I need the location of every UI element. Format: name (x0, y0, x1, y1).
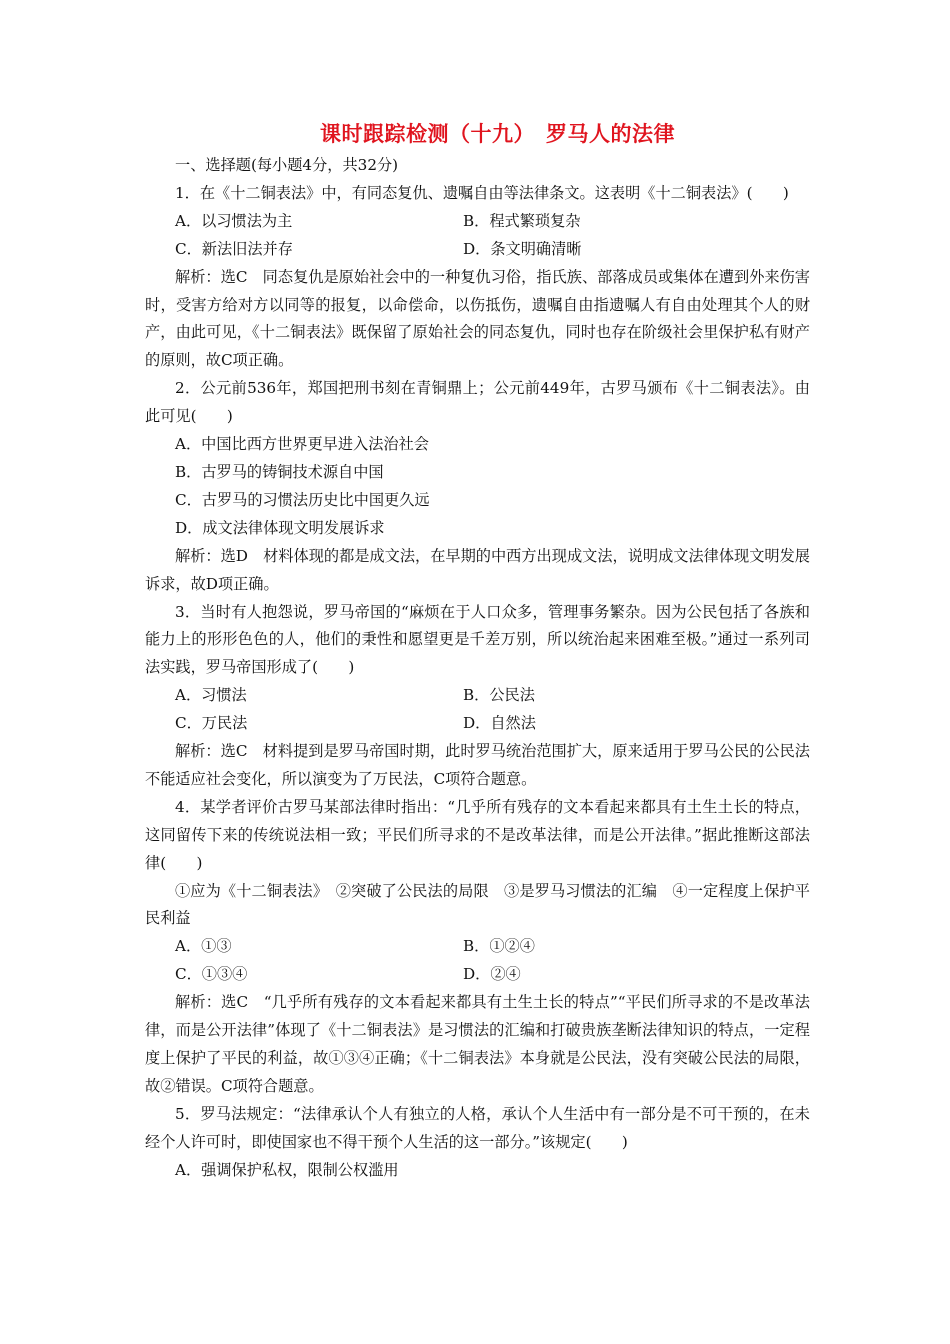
question-1-stem: 1．在《十二铜表法》中，有同态复仇、遗嘱自由等法律条文。这表明《十二铜表法》( ) (175, 183, 789, 202)
option-b: B．程式繁琐复杂 (463, 211, 581, 230)
page-title: 课时跟踪检测（十九） 罗马人的法律 (320, 122, 675, 146)
question-4-options-row-1 (145, 933, 810, 961)
question-2-stem: 2．公元前536年，郑国把刑书刻在青铜鼎上；公元前449年，古罗马颁布《十二铜表法》。由此可见( ) (145, 379, 810, 426)
question-1-options-row-1 (145, 208, 810, 236)
question-3-analysis: 解析：选C 材料提到是罗马帝国时期，此时罗马统治范围扩大，原来适用于罗马公民的公民法不能适应社会变化，所以演变为了万民法，C项符合题意。 (145, 742, 810, 788)
option-d: D．条文明确清晰 (463, 239, 582, 258)
option-c: C．万民法 (175, 714, 248, 733)
question-4-analysis: 解析：选C “几乎所有残存的文本看起来都具有土生土长的特点”“平民们所寻求的不是改革法律，而是公开法律”体现了《十二铜表法》是习惯法的汇编和打破贵族垄断法律知识的特点，一定程度上保护了平民的利益，故①③④正确；《十二铜表法》本身就是公民法，没有突破公民法的局限，故②错误。C项符合题意。 (145, 993, 810, 1095)
question-4-statements: ①应为《十二铜表法》 ②突破了公民法的局限 ③是罗马习惯法的汇编 ④一定程度上保护平民利益 (145, 881, 810, 928)
question-3-options-row-1 (145, 682, 810, 710)
section-heading: 一、选择题(每小题4分，共32分) (175, 156, 399, 174)
question-1-analysis: 解析：选C 同态复仇是原始社会中的一种复仇习俗，指氏族、部落成员或集体在遭到外来伤害时，受害方给对方以同等的报复，以命偿命，以伤抵伤，遗嘱自由指遗嘱人有自由处理其个人的财产，由此可见，《十二铜表法》既保留了原始社会的同态复仇，同时也存在阶级社会里保护私有财产的原则，故C项正确。 (145, 267, 810, 370)
option-a: A．习惯法 (175, 686, 247, 705)
question-3-stem: 3．当时有人抱怨说，罗马帝国的“麻烦在于人口众多，管理事务繁杂。因为公民包括了各族和能力上的形形色色的人，他们的秉性和愿望更是千差万别，所以统治起来困难至极。”通过一系列司法实践，罗马帝国形成了( ) (145, 602, 810, 677)
option-b: B．古罗马的铸铜技术源自中国 (175, 462, 384, 481)
option-a: A．强调保护私权，限制公权滥用 (175, 1160, 399, 1179)
option-d: D．自然法 (463, 714, 536, 733)
option-c: C．古罗马的习惯法历史比中国更久远 (175, 490, 430, 509)
question-4-stem: 4．某学者评价古罗马某部法律时指出：“几乎所有残存的文本看起来都具有土生土长的特点，这同留传下来的传统说法相一致；平民们所寻求的不是改革法律，而是公开法律。”据此推断这部法律( ) (145, 797, 810, 872)
option-d: D．②④ (463, 965, 521, 984)
option-a: A．①③ (175, 937, 232, 956)
option-a: A．中国比西方世界更早进入法治社会 (175, 435, 429, 454)
question-2-analysis: 解析：选D 材料体现的都是成文法，在早期的中西方出现成文法，说明成文法律体现文明发展诉求，故D项正确。 (145, 546, 810, 593)
option-d: D．成文法律体现文明发展诉求 (175, 518, 385, 537)
option-c: C．新法旧法并存 (175, 239, 293, 258)
option-b: B．公民法 (463, 686, 535, 705)
option-b: B．①②④ (463, 937, 535, 956)
question-5-stem: 5．罗马法规定：“法律承认个人有独立的人格，承认个人生活中有一部分是不可干预的，在未经个人许可时，即使国家也不得干预个人生活的这一部分。”该规定( ) (145, 1104, 810, 1151)
question-4-options-row-2 (145, 961, 810, 989)
document-page (145, 118, 810, 1185)
option-a: A．以习惯法为主 (175, 211, 293, 230)
question-3-options-row-2 (145, 710, 810, 738)
option-c: C．①③④ (175, 965, 248, 984)
question-1-options-row-2 (145, 236, 810, 264)
